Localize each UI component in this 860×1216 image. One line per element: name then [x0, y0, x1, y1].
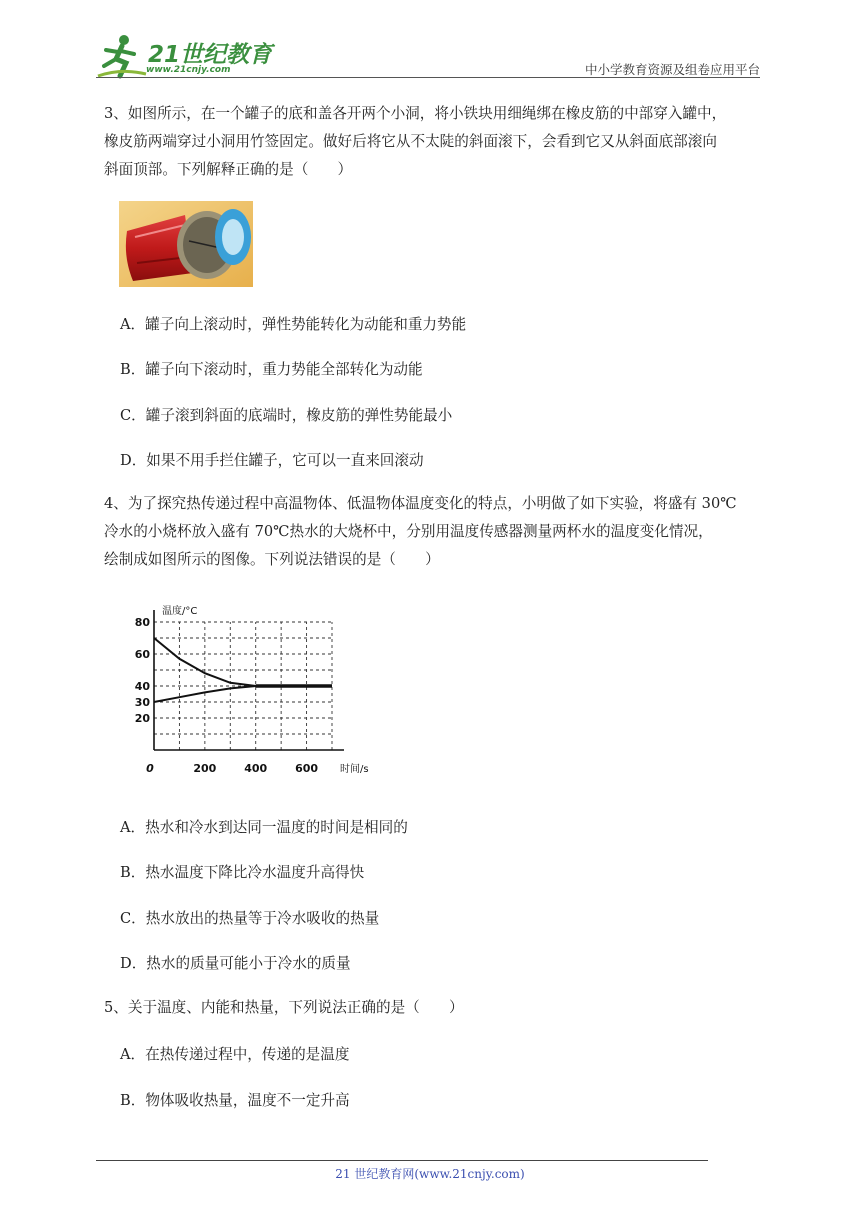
x-tick-label: 400 — [244, 762, 268, 775]
y-tick-label: 60 — [134, 648, 150, 661]
question-4-option-d: D．热水的质量可能小于冷水的质量 — [120, 955, 351, 972]
site-logo — [96, 32, 276, 78]
question-4-option-a: A．热水和冷水到达同一温度的时间是相同的 — [120, 819, 408, 836]
series-line-cold-water — [154, 686, 332, 702]
x-tick-label: 0 — [146, 762, 154, 775]
temperature-time-chart — [134, 600, 369, 790]
question-5-stem — [104, 994, 764, 1022]
question-3-option-a: A．罐子向上滚动时，弹性势能转化为动能和重力势能 — [120, 316, 467, 333]
footer-divider — [96, 1160, 708, 1161]
question-3-option-c: C．罐子滚到斜面的底端时，橡皮筋的弹性势能最小 — [120, 407, 453, 424]
question-3-option-b: B．罐子向下滚动时，重力势能全部转化为动能 — [120, 361, 423, 378]
stem-line: 绘制成如图所示的图像。下列说法错误的是（ ） — [104, 551, 440, 568]
stem-line: 3、如图所示，在一个罐子的底和盖各开两个小洞，将小铁块用细绳绑在橡皮筋的中部穿入罐中， — [104, 105, 727, 122]
stem-line: 5、关于温度、内能和热量，下列说法正确的是（ ） — [104, 999, 464, 1016]
question-5-option-a: A．在热传递过程中，传递的是温度 — [120, 1046, 350, 1063]
logo-text: 21世纪教育 — [148, 42, 273, 68]
question-3-stem — [104, 100, 764, 184]
x-tick-label: 200 — [193, 762, 217, 775]
x-axis-label: 时间/s — [340, 764, 369, 775]
rolling-can-image — [119, 201, 253, 287]
stem-line: 橡皮筋两端穿过小洞用竹签固定。做好后将它从不太陡的斜面滚下，会看到它又从斜面底部滚向 — [104, 133, 717, 150]
stem-line: 冷水的小烧杯放入盛有 70℃热水的大烧杯中，分别用温度传感器测量两杯水的温度变化情况， — [104, 523, 713, 540]
chart-svg — [134, 600, 369, 790]
y-tick-label: 20 — [134, 712, 150, 725]
page-header — [96, 28, 760, 80]
question-5-option-b: B．物体吸收热量，温度不一定升高 — [120, 1092, 350, 1109]
question-4-option-b: B．热水温度下降比冷水温度升高得快 — [120, 864, 365, 881]
runner-logo-icon — [96, 32, 148, 78]
y-tick-label: 40 — [134, 680, 150, 693]
platform-name: 中小学教育资源及组卷应用平台 — [584, 62, 760, 77]
y-tick-label: 80 — [134, 616, 150, 629]
question-4-option-c: C．热水放出的热量等于冷水吸收的热量 — [120, 910, 380, 927]
y-tick-label: 30 — [134, 696, 150, 709]
stem-line: 4、为了探究热传递过程中高温物体、低温物体温度变化的特点，小明做了如下实验，将盛有 30℃ — [104, 495, 737, 512]
header-divider — [96, 77, 760, 78]
question-3-option-d: D．如果不用手拦住罐子，它可以一直来回滚动 — [120, 452, 424, 469]
logo-url: www.21cnjy.com — [146, 65, 231, 75]
series-line-hot-water — [154, 638, 332, 686]
y-axis-label: 温度/°C — [162, 606, 198, 617]
question-4-stem — [104, 490, 764, 574]
footer-text: 21 世纪教育网(www.21cnjy.com) — [335, 1167, 525, 1181]
stem-line: 斜面顶部。下列解释正确的是（ ） — [104, 161, 353, 178]
x-tick-label: 600 — [295, 762, 319, 775]
